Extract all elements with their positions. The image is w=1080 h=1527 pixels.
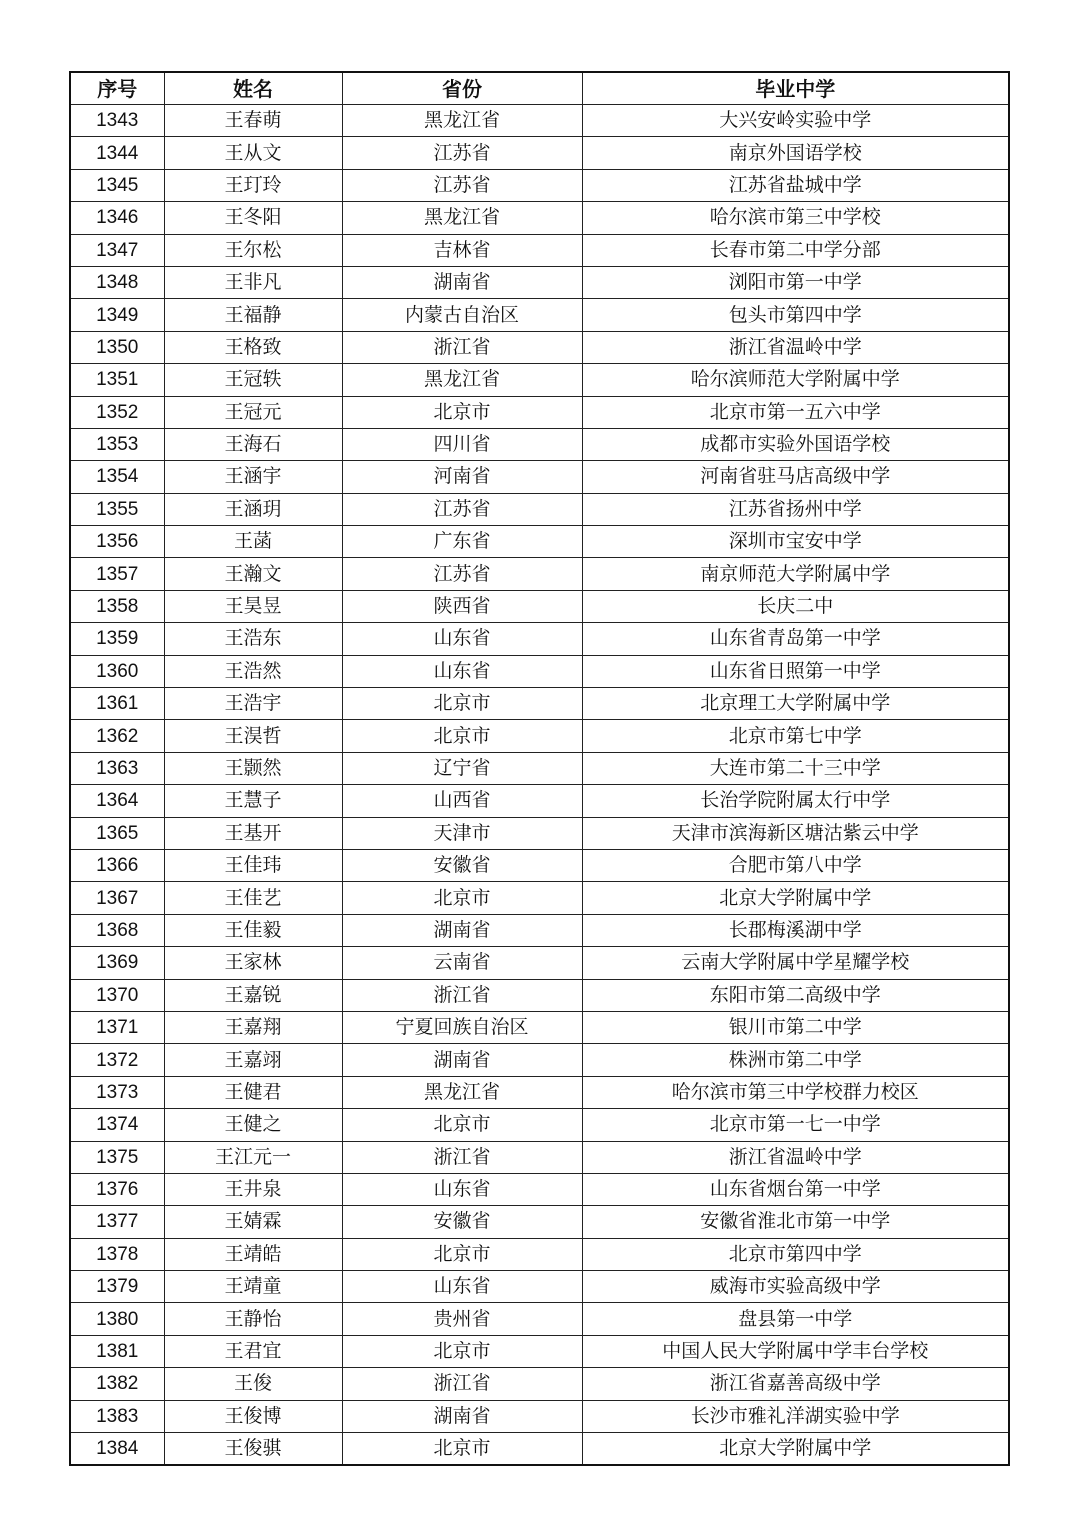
table-row (70, 1368, 1009, 1400)
cell-high-school: 安徽省淮北市第一中学 (582, 1206, 1009, 1238)
cell-province: 北京市 (342, 720, 582, 752)
cell-serial-number: 1353 (70, 428, 164, 460)
cell-serial-number: 1369 (70, 947, 164, 979)
table-row (70, 688, 1009, 720)
table-row (70, 169, 1009, 201)
cell-serial-number: 1347 (70, 234, 164, 266)
cell-high-school: 北京市第七中学 (582, 720, 1009, 752)
cell-high-school: 山东省烟台第一中学 (582, 1173, 1009, 1205)
cell-name: 王尔松 (164, 234, 342, 266)
cell-name: 王靖童 (164, 1271, 342, 1303)
cell-serial-number: 1344 (70, 137, 164, 169)
table-row (70, 1109, 1009, 1141)
table-row (70, 428, 1009, 460)
cell-high-school: 长沙市雅礼洋湖实验中学 (582, 1400, 1009, 1432)
cell-name: 王冬阳 (164, 202, 342, 234)
cell-high-school: 北京大学附属中学 (582, 1433, 1009, 1466)
cell-high-school: 中国人民大学附属中学丰台学校 (582, 1335, 1009, 1367)
cell-serial-number: 1372 (70, 1044, 164, 1076)
cell-name: 王俊骐 (164, 1433, 342, 1466)
cell-province: 贵州省 (342, 1303, 582, 1335)
table-row (70, 1433, 1009, 1466)
cell-name: 王玎玲 (164, 169, 342, 201)
cell-serial-number: 1351 (70, 364, 164, 396)
cell-name: 王佳玮 (164, 849, 342, 881)
cell-high-school: 哈尔滨市第三中学校 (582, 202, 1009, 234)
table-row (70, 1335, 1009, 1367)
cell-province: 山东省 (342, 655, 582, 687)
cell-high-school: 威海市实验高级中学 (582, 1271, 1009, 1303)
cell-province: 湖南省 (342, 1044, 582, 1076)
cell-high-school: 南京外国语学校 (582, 137, 1009, 169)
cell-province: 江苏省 (342, 493, 582, 525)
cell-province: 山西省 (342, 785, 582, 817)
table-row (70, 299, 1009, 331)
cell-name: 王颢然 (164, 752, 342, 784)
cell-name: 王春萌 (164, 105, 342, 137)
cell-high-school: 江苏省扬州中学 (582, 493, 1009, 525)
cell-province: 云南省 (342, 947, 582, 979)
cell-serial-number: 1380 (70, 1303, 164, 1335)
cell-serial-number: 1361 (70, 688, 164, 720)
cell-name: 王君宜 (164, 1335, 342, 1367)
cell-serial-number: 1343 (70, 105, 164, 137)
cell-name: 王海石 (164, 428, 342, 460)
table-row (70, 785, 1009, 817)
cell-province: 河南省 (342, 461, 582, 493)
cell-name: 王基开 (164, 817, 342, 849)
cell-high-school: 长治学院附属太行中学 (582, 785, 1009, 817)
cell-name: 王嘉翔 (164, 1011, 342, 1043)
table-row (70, 105, 1009, 137)
cell-serial-number: 1376 (70, 1173, 164, 1205)
cell-high-school: 哈尔滨师范大学附属中学 (582, 364, 1009, 396)
cell-high-school: 云南大学附属中学星耀学校 (582, 947, 1009, 979)
cell-high-school: 浏阳市第一中学 (582, 266, 1009, 298)
table-row (70, 526, 1009, 558)
cell-province: 湖南省 (342, 1400, 582, 1432)
cell-serial-number: 1364 (70, 785, 164, 817)
cell-serial-number: 1360 (70, 655, 164, 687)
cell-province: 广东省 (342, 526, 582, 558)
cell-serial-number: 1346 (70, 202, 164, 234)
cell-province: 吉林省 (342, 234, 582, 266)
table-body (70, 105, 1009, 1466)
cell-province: 黑龙江省 (342, 202, 582, 234)
cell-high-school: 大兴安岭实验中学 (582, 105, 1009, 137)
cell-province: 陕西省 (342, 590, 582, 622)
cell-province: 山东省 (342, 623, 582, 655)
cell-province: 安徽省 (342, 1206, 582, 1238)
table-row (70, 720, 1009, 752)
cell-province: 湖南省 (342, 266, 582, 298)
cell-serial-number: 1384 (70, 1433, 164, 1466)
cell-province: 黑龙江省 (342, 1076, 582, 1108)
cell-high-school: 盘县第一中学 (582, 1303, 1009, 1335)
cell-name: 王嘉翊 (164, 1044, 342, 1076)
cell-serial-number: 1354 (70, 461, 164, 493)
table-row (70, 461, 1009, 493)
cell-serial-number: 1362 (70, 720, 164, 752)
cell-serial-number: 1382 (70, 1368, 164, 1400)
cell-province: 安徽省 (342, 849, 582, 881)
table-row (70, 1400, 1009, 1432)
table-row (70, 493, 1009, 525)
cell-province: 浙江省 (342, 979, 582, 1011)
cell-province: 宁夏回族自治区 (342, 1011, 582, 1043)
table-row (70, 1141, 1009, 1173)
table-row (70, 396, 1009, 428)
cell-serial-number: 1381 (70, 1335, 164, 1367)
cell-name: 王格致 (164, 331, 342, 363)
cell-name: 王俊 (164, 1368, 342, 1400)
cell-high-school: 深圳市宝安中学 (582, 526, 1009, 558)
cell-serial-number: 1375 (70, 1141, 164, 1173)
cell-province: 江苏省 (342, 558, 582, 590)
header-serial-number: 序号 (70, 72, 164, 105)
table-row (70, 1206, 1009, 1238)
table-row (70, 266, 1009, 298)
header-name: 姓名 (164, 72, 342, 105)
cell-province: 北京市 (342, 882, 582, 914)
cell-serial-number: 1366 (70, 849, 164, 881)
cell-high-school: 江苏省盐城中学 (582, 169, 1009, 201)
cell-high-school: 株洲市第二中学 (582, 1044, 1009, 1076)
cell-province: 湖南省 (342, 914, 582, 946)
table-row (70, 234, 1009, 266)
cell-name: 王嘉锐 (164, 979, 342, 1011)
cell-name: 王静怡 (164, 1303, 342, 1335)
table-row (70, 1173, 1009, 1205)
cell-serial-number: 1349 (70, 299, 164, 331)
table-row (70, 590, 1009, 622)
table-row (70, 817, 1009, 849)
cell-name: 王菡 (164, 526, 342, 558)
cell-high-school: 成都市实验外国语学校 (582, 428, 1009, 460)
cell-serial-number: 1378 (70, 1238, 164, 1270)
cell-province: 北京市 (342, 1335, 582, 1367)
cell-high-school: 长庆二中 (582, 590, 1009, 622)
cell-name: 王健君 (164, 1076, 342, 1108)
cell-serial-number: 1367 (70, 882, 164, 914)
header-province: 省份 (342, 72, 582, 105)
cell-name: 王健之 (164, 1109, 342, 1141)
table-row (70, 914, 1009, 946)
cell-high-school: 南京师范大学附属中学 (582, 558, 1009, 590)
cell-serial-number: 1373 (70, 1076, 164, 1108)
table-row (70, 752, 1009, 784)
cell-name: 王淏哲 (164, 720, 342, 752)
cell-high-school: 北京市第一七一中学 (582, 1109, 1009, 1141)
cell-high-school: 河南省驻马店高级中学 (582, 461, 1009, 493)
cell-high-school: 浙江省嘉善高级中学 (582, 1368, 1009, 1400)
cell-serial-number: 1368 (70, 914, 164, 946)
cell-high-school: 北京市第四中学 (582, 1238, 1009, 1270)
cell-province: 天津市 (342, 817, 582, 849)
cell-name: 王浩宇 (164, 688, 342, 720)
table-row (70, 1238, 1009, 1270)
cell-province: 辽宁省 (342, 752, 582, 784)
cell-serial-number: 1356 (70, 526, 164, 558)
roster-table (69, 71, 1010, 1466)
cell-high-school: 合肥市第八中学 (582, 849, 1009, 881)
table-row (70, 882, 1009, 914)
cell-name: 王婧霖 (164, 1206, 342, 1238)
cell-province: 黑龙江省 (342, 364, 582, 396)
cell-province: 北京市 (342, 1238, 582, 1270)
cell-serial-number: 1370 (70, 979, 164, 1011)
cell-province: 浙江省 (342, 1368, 582, 1400)
cell-province: 浙江省 (342, 1141, 582, 1173)
cell-serial-number: 1363 (70, 752, 164, 784)
cell-province: 北京市 (342, 1433, 582, 1466)
table-row (70, 1076, 1009, 1108)
table-row (70, 947, 1009, 979)
table-row (70, 331, 1009, 363)
table-row (70, 558, 1009, 590)
cell-name: 王浩然 (164, 655, 342, 687)
cell-high-school: 北京大学附属中学 (582, 882, 1009, 914)
cell-high-school: 东阳市第二高级中学 (582, 979, 1009, 1011)
cell-serial-number: 1352 (70, 396, 164, 428)
cell-name: 王涵玥 (164, 493, 342, 525)
cell-name: 王瀚文 (164, 558, 342, 590)
cell-serial-number: 1348 (70, 266, 164, 298)
cell-high-school: 山东省青岛第一中学 (582, 623, 1009, 655)
roster-table-container (69, 71, 1008, 1466)
cell-high-school: 长郡梅溪湖中学 (582, 914, 1009, 946)
cell-serial-number: 1383 (70, 1400, 164, 1432)
cell-name: 王佳艺 (164, 882, 342, 914)
cell-name: 王昊昱 (164, 590, 342, 622)
cell-serial-number: 1345 (70, 169, 164, 201)
table-header-row (70, 72, 1009, 105)
cell-high-school: 银川市第二中学 (582, 1011, 1009, 1043)
cell-serial-number: 1355 (70, 493, 164, 525)
cell-name: 王慧子 (164, 785, 342, 817)
cell-province: 黑龙江省 (342, 105, 582, 137)
table-row (70, 202, 1009, 234)
cell-name: 王佳毅 (164, 914, 342, 946)
table-row (70, 1044, 1009, 1076)
cell-name: 王涵宇 (164, 461, 342, 493)
cell-province: 北京市 (342, 1109, 582, 1141)
cell-high-school: 浙江省温岭中学 (582, 1141, 1009, 1173)
cell-province: 江苏省 (342, 137, 582, 169)
table-row (70, 623, 1009, 655)
cell-name: 王从文 (164, 137, 342, 169)
cell-high-school: 北京市第一五六中学 (582, 396, 1009, 428)
cell-high-school: 包头市第四中学 (582, 299, 1009, 331)
cell-serial-number: 1365 (70, 817, 164, 849)
table-row (70, 849, 1009, 881)
cell-serial-number: 1377 (70, 1206, 164, 1238)
table-row (70, 1303, 1009, 1335)
cell-name: 王非凡 (164, 266, 342, 298)
cell-high-school: 大连市第二十三中学 (582, 752, 1009, 784)
table-row (70, 1271, 1009, 1303)
cell-province: 山东省 (342, 1271, 582, 1303)
cell-high-school: 天津市滨海新区塘沽紫云中学 (582, 817, 1009, 849)
header-graduated-high-school: 毕业中学 (582, 72, 1009, 105)
cell-serial-number: 1374 (70, 1109, 164, 1141)
cell-province: 四川省 (342, 428, 582, 460)
cell-name: 王江元一 (164, 1141, 342, 1173)
cell-name: 王家林 (164, 947, 342, 979)
cell-high-school: 哈尔滨市第三中学校群力校区 (582, 1076, 1009, 1108)
cell-high-school: 山东省日照第一中学 (582, 655, 1009, 687)
cell-name: 王浩东 (164, 623, 342, 655)
cell-serial-number: 1357 (70, 558, 164, 590)
cell-province: 浙江省 (342, 331, 582, 363)
cell-serial-number: 1350 (70, 331, 164, 363)
cell-serial-number: 1358 (70, 590, 164, 622)
cell-name: 王冠轶 (164, 364, 342, 396)
cell-name: 王靖皓 (164, 1238, 342, 1270)
cell-high-school: 长春市第二中学分部 (582, 234, 1009, 266)
table-row (70, 979, 1009, 1011)
cell-high-school: 北京理工大学附属中学 (582, 688, 1009, 720)
cell-serial-number: 1379 (70, 1271, 164, 1303)
cell-province: 内蒙古自治区 (342, 299, 582, 331)
cell-province: 山东省 (342, 1173, 582, 1205)
table-row (70, 655, 1009, 687)
cell-name: 王冠元 (164, 396, 342, 428)
cell-name: 王俊博 (164, 1400, 342, 1432)
table-row (70, 1011, 1009, 1043)
cell-high-school: 浙江省温岭中学 (582, 331, 1009, 363)
cell-province: 北京市 (342, 688, 582, 720)
cell-name: 王福静 (164, 299, 342, 331)
cell-name: 王井泉 (164, 1173, 342, 1205)
table-row (70, 137, 1009, 169)
cell-serial-number: 1359 (70, 623, 164, 655)
cell-province: 江苏省 (342, 169, 582, 201)
cell-serial-number: 1371 (70, 1011, 164, 1043)
table-row (70, 364, 1009, 396)
cell-province: 北京市 (342, 396, 582, 428)
